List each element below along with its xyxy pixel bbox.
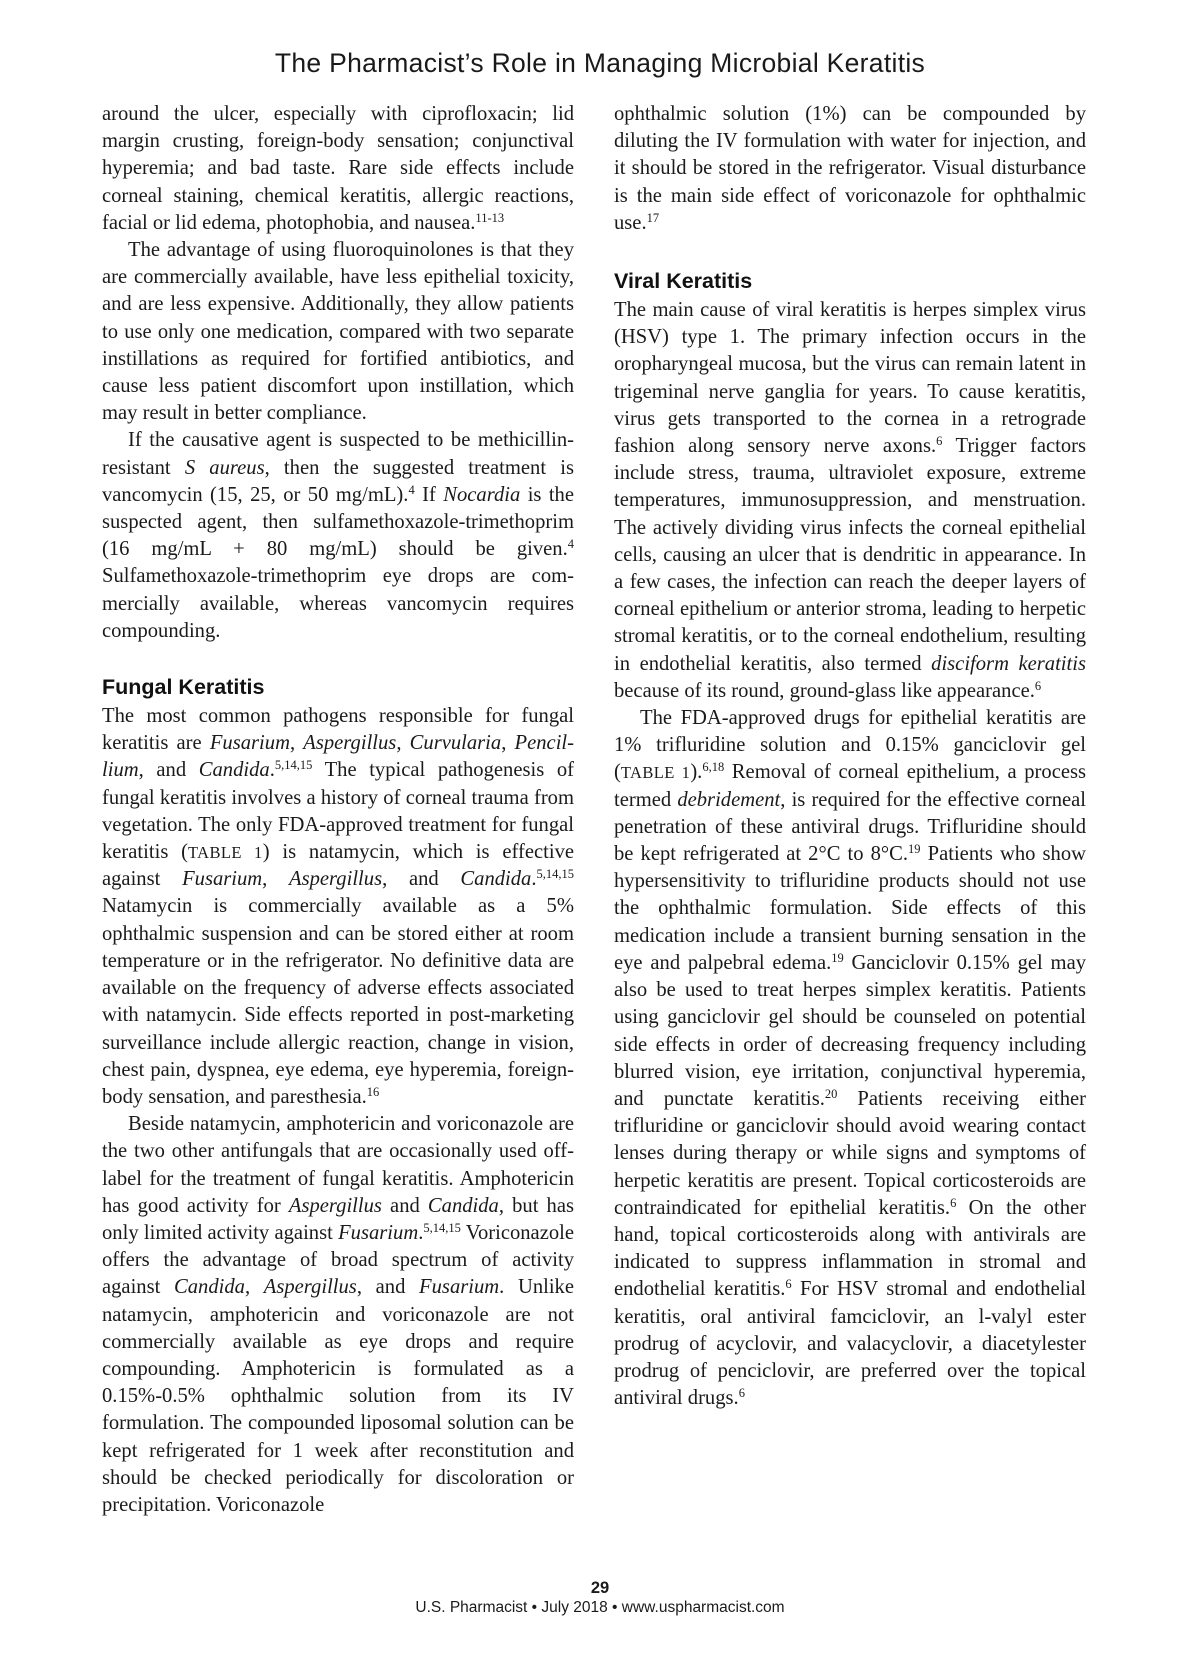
table-reference: TABLE 1 — [188, 843, 263, 863]
footer-publication-line: U.S. Pharmacist • July 2018 • www.uspharmacist.com — [415, 1599, 785, 1616]
section-heading-viral-keratitis: Viral Keratitis — [614, 269, 753, 294]
reference: 6,18 — [702, 760, 725, 775]
paragraph: Beside natamycin, amphotericin and voriconazole are the two other antifungals that are occasionally used off-label for the treatment of fungal keratitis. Amphotericin has good activity for Aspergillus and Candida, but has only limited activity against Fusarium.$^{5,14,15}$ Voriconazole offers the advantage of broad spectrum of activity against Candida, Aspergillus, and Fusarium. Unlike natamycin, amphotericin and voriconazole are not commercially available as eye drops and require compounding. Amphotericin is formulated as a 0.15%-0.5% ophthalmic solution from its IV formulation. The compounded liposomal solution can be kept refrigerated for 1 week after reconstitution and should be checked periodically for discoloration or precipitation. Voriconazole — [102, 1113, 575, 1516]
reference: 5,14,15 — [536, 867, 575, 882]
reference: 5,14,15 — [274, 758, 313, 773]
reference: 4 — [408, 482, 415, 497]
paragraph: around the ulcer, especially with ciprofloxacin; lid margin crusting, foreign-body sensation; conjunctival hyperemia; and bad taste. Rare side effects include corneal staining, chemical keratitis, allergic reactions, facial or lid edema, photophobia, and nausea.$^{11-13}$ — [102, 103, 574, 234]
reference: 4 — [567, 537, 574, 552]
right-column — [614, 101, 1086, 1412]
reference: 19 — [831, 950, 844, 965]
reference: 6 — [950, 1195, 957, 1210]
reference: 6 — [936, 434, 943, 449]
reference: 17 — [646, 210, 660, 225]
reference: 20 — [824, 1086, 838, 1101]
reference: 11-13 — [475, 210, 505, 225]
reference: 6 — [1034, 678, 1042, 693]
paragraph: The FDA-approved drugs for epithelial keratitis are 1% trifluridine solution and 0.15% ganciclovir gel (TABLE 1).$^{6,18}$ Removal of corneal epithelium, a process termed debridement, is required for the effective corneal penetration of these antiviral drugs. Trifluridine should be kept refrigerated at 2°C to 8°C.$^{19}$ Patients who show hypersensitivity to trifluridine products should not use the ophthalmic formulation. Side effects of this medication include a transient burning sensation in the eye and palpebral edema.$^{19}$ Ganciclovir 0.15% gel may also be used to treat herpes simplex keratitis. Patients using ganciclovir gel should be counseled on potential side effects in order of decreasing frequency including blurred vision, eye irritation, conjunctival hyperemia, and punctate keratitis.$^{20}$ Patients receiving either trifluridine or ganciclovir should avoid wearing contact lenses during therapy or while signs and symptoms of herpetic keratitis are present. Topical corticosteroids are contraindicated for epithelial keratitis.$^6$ On the other hand, topical corticosteroids along with antivirals are indicated to suppress inflammation in stromal and endothelial keratitis.$^6$ For HSV stromal and endothelial keratitis, oral antiviral famciclovir, an l-valyl ester prodrug of acyclovir, and valacyclovir, a diacetylester prodrug of penciclovir, are preferred over the topical antiviral drugs.$^6$ — [614, 707, 1087, 1410]
reference: 6 — [785, 1277, 792, 1292]
reference: 6 — [738, 1386, 745, 1401]
running-head-title: The Pharmacist’s Role in Managing Microbial Keratitis — [274, 48, 926, 78]
section-heading-fungal-keratitis: Fungal Keratitis — [102, 675, 265, 700]
table-reference: TABLE 1 — [620, 763, 691, 783]
left-column — [102, 101, 574, 1519]
paragraph: The most common pathogens responsible for fungal keratitis are Fusarium, Aspergillus, Curvularia, Pencillium, and Candida.$^{5,14,15}$ The typical pathogenesis of fungal keratitis involves a history of corneal trauma from vegetation. The only FDA-approved treatment for fungal keratitis (TABLE 1) is natamycin, which is effective against Fusarium, Aspergillus, and Candida.$^{5,14,15}$ Natamycin is commercially available as a 5% ophthalmic suspension and can be stored either at room temperature or in the refrigerator. No definitive data are available on the frequency of adverse effects associated with natamycin. Side effects reported in post-marketing surveillance include allergic reaction, change in vision, chest pain, dyspnea, eye edema, eye hyperemia, foreign-body sensation, and paresthesia.$^{16}$ — [102, 705, 575, 1108]
paragraph: The main cause of viral keratitis is herpes simplex virus (HSV) type 1. The primary infection occurs in the oropharyngeal mucosa, but the virus can remain latent in trigeminal nerve ganglia for years. To cause keratitis, virus gets transported to the cornea in a retrograde fashion along sensory nerve axons.$^6$ Trigger factors include stress, trauma, ultraviolet exposure, extreme temperatures, immunosuppression, and menstruation. The actively dividing virus infects the corneal epithelial cells, causing an ulcer that is dendritic in appearance. In a few cases, the infection can reach the deeper layers of corneal epithelium or anterior stroma, leading to herpetic stromal keratitis, or to the corneal endothelium, resulting in endothelial keratitis, also termed disciform keratitis because of its round, ground-glass like appearance.$^6$ — [614, 299, 1086, 702]
paragraph: ophthalmic solution (1%) can be compounded by diluting the IV formulation with water for injection, and it should be stored in the refrigerator. Visual disturbance is the main side effect of voriconazole for ophthalmic use.$^{17}$ — [614, 103, 1086, 234]
reference: 16 — [366, 1084, 380, 1099]
reference: 5,14,15 — [423, 1220, 461, 1235]
page-number: 29 — [590, 1579, 610, 1597]
paragraph: The advantage of using fluoroquinolones is that they are commercially available, have less epithelial toxicity, and are less expensive. Additionally, they allow patients to use only one medication, compared with two separate instillations as required for fortified antibiotics, and cause less patient discomfort upon instillation, which may result in better compliance. — [102, 239, 574, 425]
reference: 19 — [908, 842, 921, 857]
paragraph: If the causative agent is suspected to be methicillin-resistant S aureus, then the suggested treatment is vancomycin (15, 25, or 50 mg/mL).$^4$ If Nocardia is the suspected agent, then sulfamethoxazole-trimethoprim (16 mg/mL + 80 mg/mL) should be given.$^4$ Sulfamethoxazole-trimethoprim eye drops are commercially available, whereas vancomycin requires compounding. — [102, 429, 574, 642]
